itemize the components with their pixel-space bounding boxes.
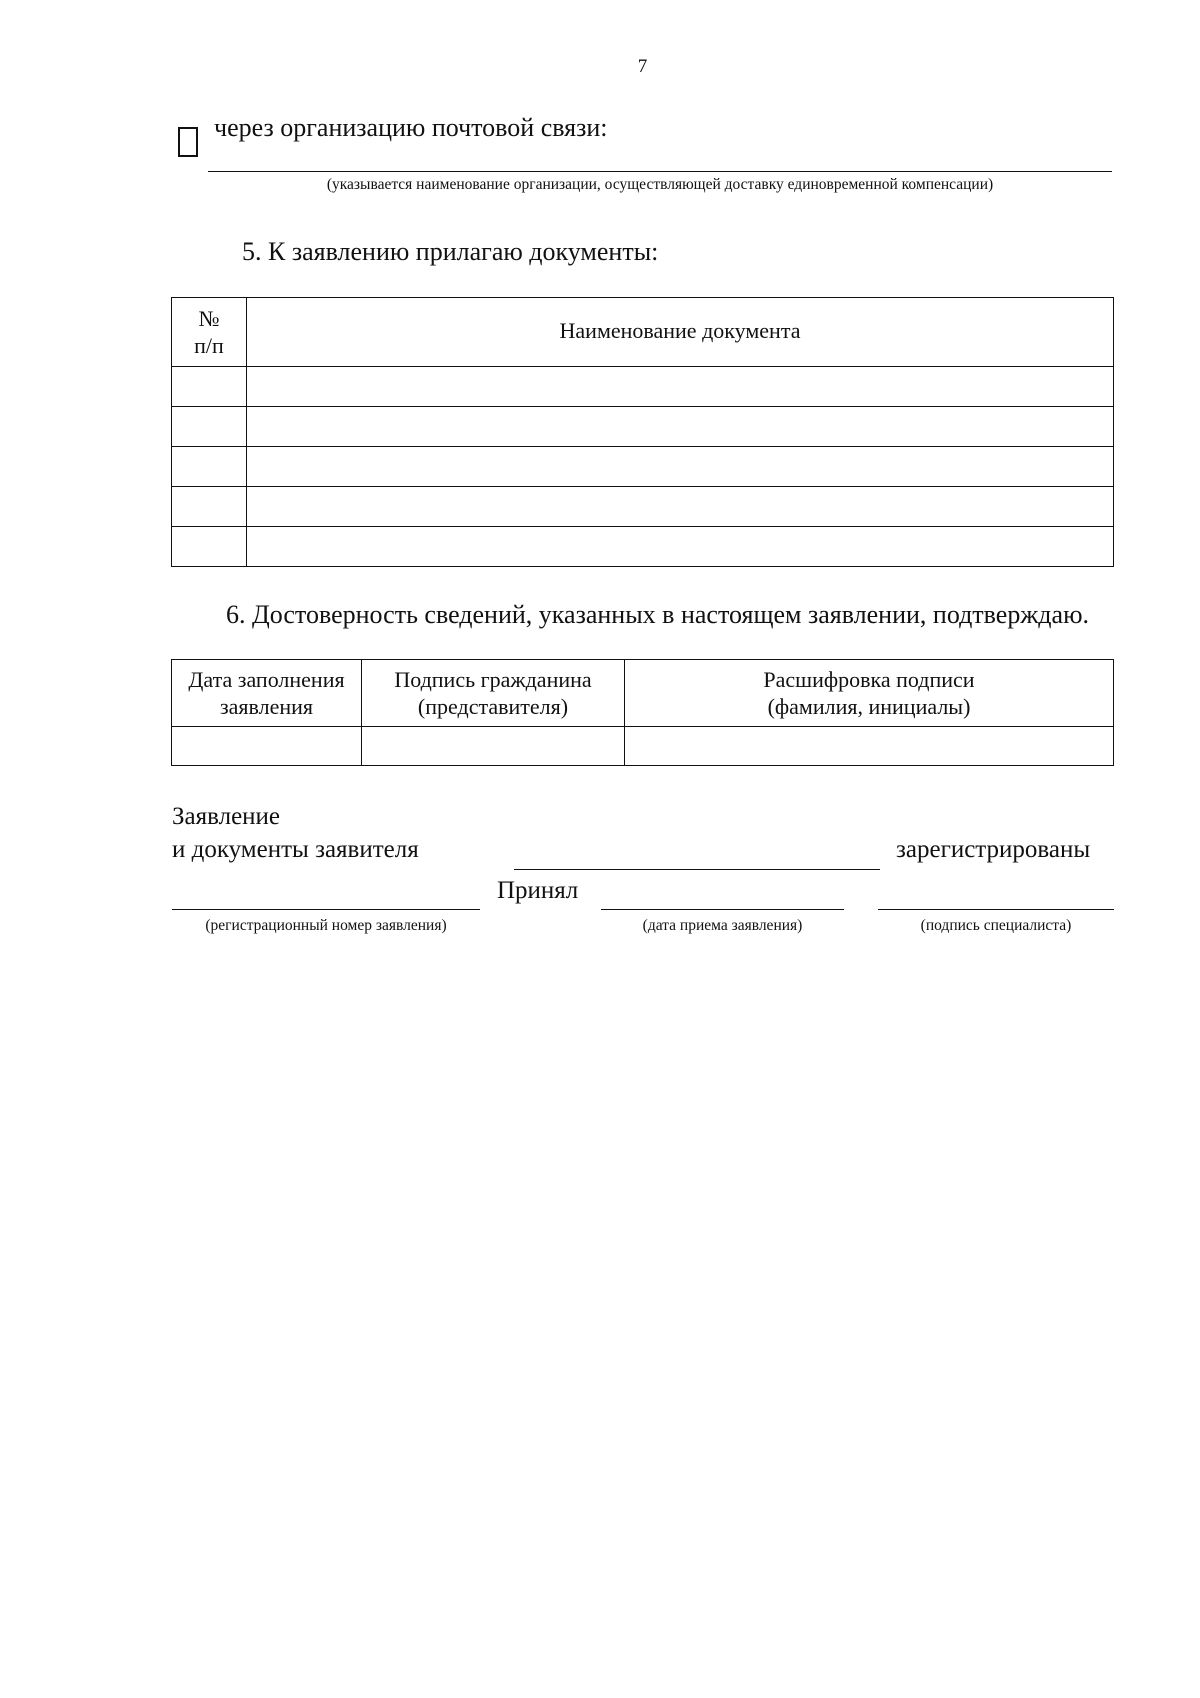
page-number: 7	[637, 56, 648, 77]
document-name-cell[interactable]	[247, 527, 1114, 567]
table-row	[172, 407, 1114, 447]
registration-number-field[interactable]	[172, 909, 480, 910]
registration-text-line2: и документы заявителя	[172, 836, 419, 863]
table-header-row	[172, 660, 1114, 727]
registration-number-hint: (регистрационный номер заявления)	[205, 917, 447, 934]
postal-organization-hint: (указывается наименование организации, осуществляющей доставку единовременной компенсации)	[326, 176, 994, 193]
postal-delivery-checkbox[interactable]	[178, 127, 198, 157]
document-name-cell[interactable]	[247, 367, 1114, 407]
number-cell[interactable]	[172, 487, 247, 527]
fill-date-cell[interactable]	[172, 727, 362, 766]
table-row	[172, 527, 1114, 567]
column-header-citizen-signature-line1: Подпись гражданина	[394, 667, 592, 692]
column-header-fill-date	[172, 660, 362, 727]
registration-blank-field[interactable]	[514, 869, 880, 870]
accepted-by-label: Принял	[497, 877, 579, 904]
confirmation-signature-table	[171, 659, 1114, 766]
number-cell[interactable]	[172, 367, 247, 407]
attached-documents-table	[171, 297, 1114, 567]
postal-delivery-label: через организацию почтовой связи:	[214, 113, 608, 142]
table-row	[172, 367, 1114, 407]
document-name-cell[interactable]	[247, 447, 1114, 487]
document-name-cell[interactable]	[247, 407, 1114, 447]
document-name-cell[interactable]	[247, 487, 1114, 527]
registration-status-text: зарегистрированы	[896, 836, 1091, 863]
table-row	[172, 487, 1114, 527]
column-header-citizen-signature-line2: (представителя)	[417, 694, 569, 719]
column-header-signature-decoding-line1: Расшифровка подписи	[763, 667, 975, 692]
column-header-document-name-text: Наименование документа	[559, 317, 801, 343]
column-header-signature-decoding-line2: (фамилия, инициалы)	[767, 694, 971, 719]
column-header-number	[172, 298, 247, 367]
signature-decoding-cell[interactable]	[625, 727, 1114, 766]
section-6-heading: 6. Достоверность сведений, указанных в настоящем заявлении, подтверждаю.	[226, 600, 1089, 629]
number-cell[interactable]	[172, 407, 247, 447]
column-header-citizen-signature	[362, 660, 625, 727]
column-header-signature-decoding	[625, 660, 1114, 727]
postal-organization-field[interactable]	[208, 171, 1112, 172]
column-header-number-line2: п/п	[194, 333, 224, 358]
specialist-signature-hint: (подпись специалиста)	[920, 917, 1072, 934]
registration-text-line1: Заявление	[172, 803, 281, 830]
acceptance-date-hint: (дата приема заявления)	[642, 917, 803, 934]
column-header-number-line1: №	[198, 306, 220, 331]
section-5-heading: 5. К заявлению прилагаю документы:	[242, 237, 659, 266]
number-cell[interactable]	[172, 447, 247, 487]
column-header-fill-date-line2: заявления	[219, 694, 314, 719]
column-header-document-name	[247, 298, 1114, 367]
acceptance-date-field[interactable]	[601, 909, 844, 910]
table-row	[172, 447, 1114, 487]
table-header-row	[172, 298, 1114, 367]
specialist-signature-field[interactable]	[878, 909, 1114, 910]
column-header-fill-date-line1: Дата заполнения	[188, 667, 345, 692]
citizen-signature-cell[interactable]	[362, 727, 625, 766]
table-row	[172, 727, 1114, 766]
number-cell[interactable]	[172, 527, 247, 567]
